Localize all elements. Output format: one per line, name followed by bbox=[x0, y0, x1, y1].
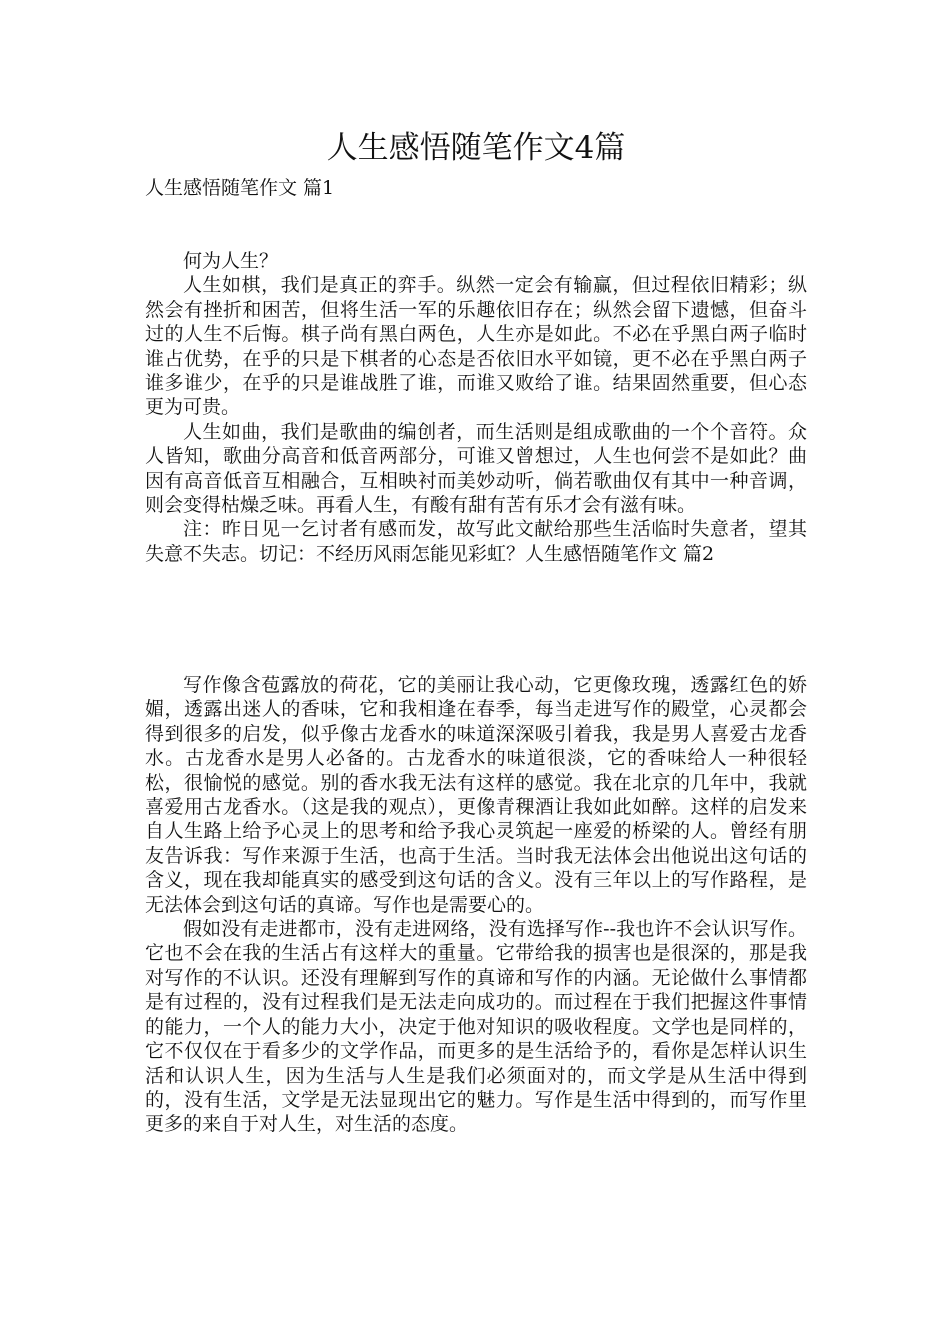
paragraph-question: 何为人生？ bbox=[183, 250, 279, 272]
paragraph-note: 注：昨日见一乞讨者有感而发，故写此文献给那些生活临时失意者，望其失意不失志。切记：不经历风雨怎能见彩虹？人生感悟随笔作文 篇2 bbox=[145, 518, 807, 565]
paragraph-chess: 人生如棋，我们是真正的弈手。纵然一定会有输赢，但过程依旧精彩；纵然会有挫折和困苦，但将生活一军的乐趣依旧存在；纵然会留下遗憾，但奋斗过的人生不后悔。棋子尚有黑白两色，人生亦是如此。不必在乎黑白两子临时谁占优势，在乎的只是下棋者的心态是否依旧水平如镜，更不必在乎黑白两子谁多谁少，在乎的只是谁战胜了谁，而谁又败给了谁。结果固然重要，但心态更为可贵。 bbox=[145, 274, 807, 419]
paragraph-writing-city: 假如没有走进都市，没有走进网络，没有选择写作--我也许不会认识写作。它也不会在我的生活占有这样大的重量。它带给我的损害也是很深的，那是我对写作的不认识。还没有理解到写作的真谛和写作的内涵。无论做什么事情都是有过程的，没有过程我们是无法走向成功的。而过程在于我们把握这件事情的能力，一个人的能力大小，决定于他对知识的吸收程度。文学也是同样的，它不仅仅在于看多少的文学作品，而更多的是生活给予的，看你是怎样认识生活和认识人生，因为生活与人生是我们必须面对的，而文学是从生活中得到的，没有生活，文学是无法显现出它的魅力。写作是生活中得到的，而写作里更多的来自于对人生，对生活的态度。 bbox=[145, 918, 807, 1136]
paragraph-writing-lotus: 写作像含苞露放的荷花，它的美丽让我心动，它更像玫瑰，透露红色的娇媚，透露出迷人的香味，它和我相逢在春季，每当走进写作的殿堂，心灵都会得到很多的启发，似乎像古龙香水的味道深深吸引着我，我是男人喜爱古龙香水。古龙香水是男人必备的。古龙香水的味道很淡，它的香味给人一种很轻松，很愉悦的感觉。别的香水我无法有这样的感觉。我在北京的几年中，我就喜爱用古龙香水。（这是我的观点），更像青稞酒让我如此如醉。这样的启发来自人生路上给予心灵上的思考和给予我心灵筑起一座爱的桥梁的人。曾经有朋友告诉我：写作来源于生活，也高于生活。当时我无法体会出他说出这句话的含义，现在我却能真实的感受到这句话的含义。没有三年以上的写作路程，是无法体会到这句话的真谛。写作也是需要心的。 bbox=[145, 674, 807, 916]
section-1-heading: 人生感悟随笔作文 篇1 bbox=[145, 177, 335, 199]
paragraph-song: 人生如曲，我们是歌曲的编创者，而生活则是组成歌曲的一个个音符。众人皆知，歌曲分高音和低音两部分，可谁又曾想过，人生也何尝不是如此？曲因有高音低音互相融合，互相映衬而美妙动听，倘若歌曲仅有其中一种音调，则会变得枯燥乏味。再看人生，有酸有甜有苦有乐才会有滋有味。 bbox=[145, 420, 807, 517]
section-2-body bbox=[145, 673, 807, 1137]
document-title: 人生感悟随笔作文4篇 bbox=[326, 130, 626, 166]
section-1-body bbox=[145, 249, 807, 566]
